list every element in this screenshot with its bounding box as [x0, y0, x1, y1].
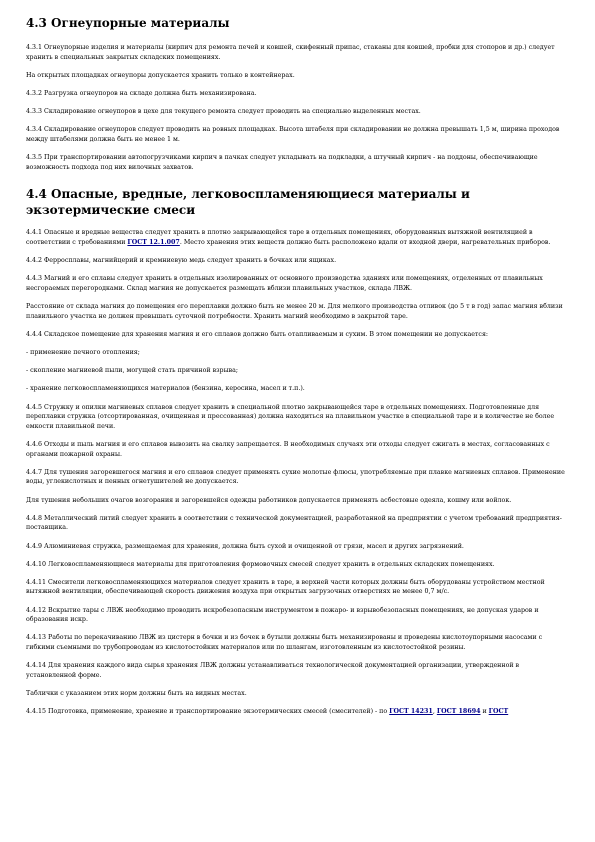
gost-link[interactable]: ГОСТ [488, 708, 509, 716]
list-item: - хранение легковоспламеняющихся материалов (бензина, керосина, масел и т.п.). [26, 385, 305, 393]
paragraph: 4.4.3 Магний и его сплавы следует хранить в отдельных изолированных от основного производства зданиях или помещениях, отделенных от плавильных несгораемых перегородками. Склад магния не допускается размещать вблизи плавильных участков, склада ЛВЖ. [26, 275, 543, 292]
paragraph: 4.4.8 Металлический литий следует хранить в соответствии с технической документацией, разработанной на предприятии с учетом требований предприятия-поставщика. [26, 514, 562, 532]
paragraph: Таблички с указанием этих норм должны быть на видных местах. [26, 690, 247, 697]
separator: , [432, 708, 437, 716]
paragraph: 4.4.6 Отходы и пыль магния и его сплавов вывозить на свалку запрещается. В необходимых случаях эти отходы следует сжигать в местах, согласованных с органами пожарной охраны. [26, 440, 550, 458]
paragraph: 4.4.4 Складское помещение для хранения магния и его сплавов должно быть отапливаемым и сухим. В этом помещении не допускается: [26, 330, 489, 338]
paragraph: 4.3.2 Разгрузка огнеупоров на складе должна быть механизирована. [26, 89, 257, 97]
paragraph-text: . Место хранения этих веществ должно быть расположено вдали от входной двери, нагревательных приборов. [179, 238, 551, 246]
section-title-4-3: 4.3 Огнеупорные материалы [26, 16, 230, 30]
separator: и [480, 708, 489, 716]
paragraph: 4.4.14 Для хранения каждого вида сырья хранения ЛВЖ должны устанавливаться технологической документацией организации, утвержденной в установленной форме. [26, 662, 520, 679]
list-item: - применение печного отопления; [26, 349, 140, 357]
paragraph: 4.3.3 Складирование огнеупоров в цехе для текущего ремонта следует проводить на специально выделенных местах. [26, 108, 421, 116]
paragraph-text: 4.4.15 Подготовка, применение, хранение и транспортирование экзотермических смесей (смесителей) - по [26, 708, 390, 716]
paragraph: Расстояние от склада магния до помещения его переплавки должно быть не менее 20 м. Для мелкого производства отливок (до 5 т в год) запас магния вблизи плавильного участка не должен превышать суточной потребности. Хранить магний необходимо в закрытой таре. [26, 303, 563, 320]
paragraph-with-links [26, 707, 569, 717]
paragraph: 4.3.1 Огнеупорные изделия и материалы (кирпич для ремонта печей и ковшей, скифенный припас, стаканы для ковшей, пробки для стопоров и др.) следует хранить в специальных закрытых складских помещениях. [26, 44, 555, 61]
paragraph-text: 4.4.1 Опасные и вредные вещества следует хранить в плотно закрывающейся таре в отдельных помещениях, оборудованных вытяжной вентиляцией в соответствии с требованиями [26, 229, 533, 246]
paragraph: 4.4.7 Для тушения загоревшегося магния и его сплавов следует применять сухие молотые флюсы, употребляемые при плавке магниевых сплавов. Применение воды, углекислотных и пенных огнетушителей не допускается. [26, 468, 565, 486]
paragraph: 4.4.11 Смесители легковоспламеняющихся материалов следует хранить в таре, в верхней части которых должны быть оборудованы устройством местной вытяжной вентиляции, обеспечивающей скорость движения воздуха при открытых загрузочных отверстиях не менее 0,7 м/с. [26, 578, 545, 596]
paragraph-with-link [26, 228, 569, 247]
paragraph: На открытых площадках огнеупоры допускается хранить только в контейнерах. [26, 71, 295, 79]
paragraph: 4.4.2 Ферросплавы, магнийцерий и кремниевую медь следует хранить в бочках или ящиках. [26, 257, 337, 265]
paragraph: 4.4.12 Вскрытие тары с ЛВЖ необходимо проводить искробезопасным инструментом в пожаро- и взрывобезопасных помещениях, не допуская ударов и образования искр. [26, 606, 539, 624]
paragraph: 4.4.10 Легковоспламеняющиеся материалы для приготовления формовочных смесей следует хранить в отдельных складских помещениях. [26, 560, 495, 568]
paragraph: 4.3.5 При транспортировании автопогрузчиками кирпич в пачках следует укладывать на подкладки, а штучный кирпич - на поддоны, обеспечивающие возможность подхода под них вилочных захватов. [26, 154, 538, 171]
gost-link[interactable]: ГОСТ 14231 [389, 708, 433, 716]
paragraph: 4.3.4 Складирование огнеупоров следует проводить на ровных площадках. Высота штабеля при складировании не должна превышать 1,5 м, ширина проходов между штабелями должна быть не менее 1 м. [26, 126, 560, 143]
paragraph: 4.4.13 Работы по перекачиванию ЛВЖ из цистерн в бочки и из бочек в бутыли должны быть механизированы и проведены кислотоупорными насосами с гибкими съемными по трубопроводам из кислотостойких материалов или по шлангам, изготовленным из кислотостойкой резины. [26, 634, 543, 652]
paragraph: 4.4.5 Стружку и опилки магниевых сплавов следует хранить в специальной плотно закрывающейся таре в отдельных помещениях. Подготовленные для переплавки стружка (отсортированная, очищенная и прессованная) должна находиться на плавильном участке в специальной таре и в количестве не более емкости плавильной печи. [26, 403, 555, 430]
gost-link[interactable]: ГОСТ 12.1.007 [127, 238, 180, 246]
paragraph: Для тушения небольших очагов возгорания и загоревшейся одежды работников допускается применять асбестовые одеяла, кошму или войлок. [26, 496, 512, 504]
section-title-4-4: 4.4 Опасные, вредные, легковоспламеняющиеся материалы и экзотермические смеси [26, 187, 470, 218]
gost-link[interactable]: ГОСТ 18694 [436, 708, 481, 716]
list-item: - скопление магниевой пыли, могущей стать причиной взрыва; [26, 367, 239, 375]
paragraph: 4.4.9 Алюминиевая стружка, размещаемая для хранения, должна быть сухой и очищенной от грязи, масел и других загрязнений. [26, 542, 464, 550]
